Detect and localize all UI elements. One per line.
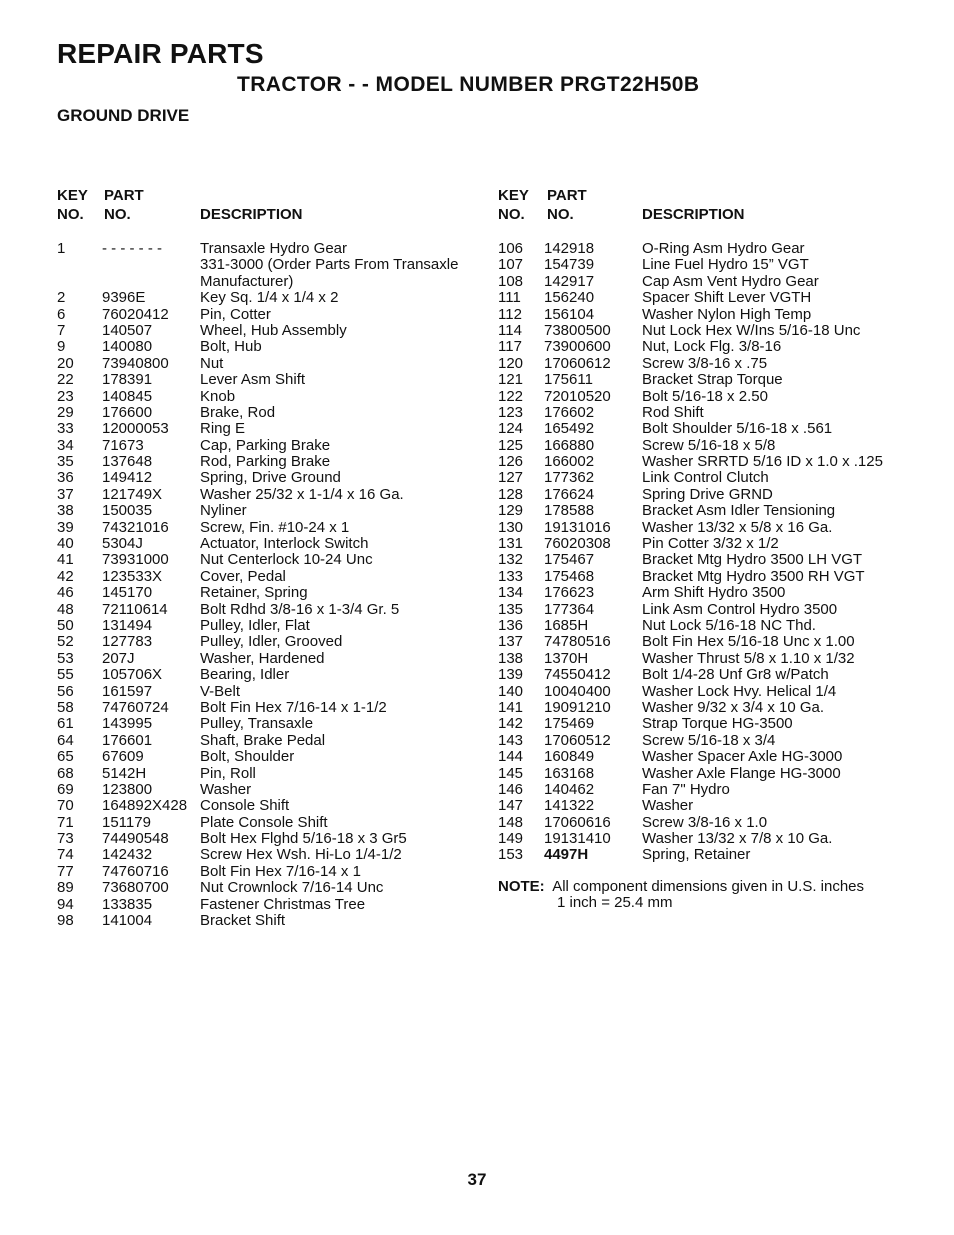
key-number: 136 <box>498 616 524 634</box>
key-number: 29 <box>57 403 74 421</box>
part-number: 149412 <box>102 469 153 487</box>
part-number: 145170 <box>102 584 153 602</box>
part-number: 73800500 <box>544 321 611 339</box>
part-number: 133835 <box>102 895 153 913</box>
part-number: 131494 <box>102 616 153 634</box>
key-number: 120 <box>498 354 524 372</box>
part-description: Cover, Pedal <box>200 567 286 585</box>
part-number: 19131016 <box>544 518 611 536</box>
part-description: Spring, Drive Ground <box>200 469 341 487</box>
part-number: 176601 <box>102 731 153 749</box>
part-number: 176600 <box>102 403 153 421</box>
part-number: 74490548 <box>102 830 169 848</box>
part-number: 19091210 <box>544 698 611 716</box>
part-description: Nut, Lock Flg. 3/8-16 <box>642 338 782 356</box>
key-number: 148 <box>498 813 524 831</box>
model-subtitle: TRACTOR - - MODEL NUMBER PRGT22H50B <box>237 73 700 96</box>
key-number: 145 <box>498 764 524 782</box>
key-number: 137 <box>498 633 524 651</box>
part-number: 142918 <box>544 240 595 257</box>
part-number: 140462 <box>544 780 595 798</box>
key-number: 127 <box>498 469 524 487</box>
part-description: Transaxle Hydro Gear <box>200 240 347 257</box>
note-conversion: 1 inch = 25.4 mm <box>557 894 673 912</box>
part-description: Washer Axle Flange HG-3000 <box>642 764 841 782</box>
key-number: 23 <box>57 387 74 405</box>
part-description: Bolt Fin Hex 5/16-18 Unc x 1.00 <box>642 633 855 651</box>
part-description: Washer SRRTD 5/16 ID x 1.0 x .125 <box>642 453 883 471</box>
part-number: 71673 <box>102 436 144 454</box>
key-number: 35 <box>57 453 74 471</box>
key-number: 50 <box>57 616 74 634</box>
part-description: Screw Hex Wsh. Hi-Lo 1/4-1/2 <box>200 846 402 864</box>
part-number: 19131410 <box>544 830 611 848</box>
part-description: Bolt, Shoulder <box>200 748 295 766</box>
part-description: Arm Shift Hydro 3500 <box>642 584 786 602</box>
key-number: 126 <box>498 453 524 471</box>
key-number: 40 <box>57 535 74 553</box>
part-number: 121749X <box>102 485 163 503</box>
part-number: 72010520 <box>544 387 611 405</box>
part-description: Cap Asm Vent Hydro Gear <box>642 272 819 290</box>
part-header-top: PART <box>104 187 144 204</box>
part-description: Washer 9/32 x 3/4 x 10 Ga. <box>642 698 825 716</box>
key-number: 139 <box>498 666 524 684</box>
part-description: Washer Thrust 5/8 x 1.10 x 1/32 <box>642 649 855 667</box>
part-description: Actuator, Interlock Switch <box>200 535 369 553</box>
part-description: Retainer, Spring <box>200 584 308 602</box>
key-number: 140 <box>498 682 524 700</box>
part-number: 176602 <box>544 403 595 421</box>
key-number: 94 <box>57 895 74 913</box>
part-number: 160849 <box>544 748 595 766</box>
part-number: 176623 <box>544 584 595 602</box>
part-description: Screw 5/16-18 x 5/8 <box>642 436 776 454</box>
key-number: 73 <box>57 830 74 848</box>
part-number: 176624 <box>544 485 595 503</box>
key-number: 111 <box>498 289 521 307</box>
key-number: 38 <box>57 502 74 520</box>
part-number: 5304J <box>102 535 143 553</box>
key-number: 117 <box>498 338 522 356</box>
key-number: 121 <box>498 371 524 389</box>
part-description: Plate Console Shift <box>200 813 328 831</box>
key-number: 41 <box>57 551 74 569</box>
part-description: Pin Cotter 3/32 x 1/2 <box>642 535 779 553</box>
part-description: Washer Nylon High Temp <box>642 305 812 323</box>
key-number: 69 <box>57 780 74 798</box>
key-number: 34 <box>57 436 74 454</box>
key-number: 122 <box>498 387 524 405</box>
part-description: Washer 25/32 x 1-1/4 x 16 Ga. <box>200 485 404 503</box>
key-number: 153 <box>498 846 524 864</box>
part-description: Screw, Fin. #10-24 x 1 <box>200 518 350 536</box>
part-description: Bracket Shift <box>200 912 286 930</box>
part-description: Nut Lock Hex W/Ins 5/16-18 Unc <box>642 321 861 339</box>
part-description: Bracket Strap Torque <box>642 371 783 389</box>
part-number: 127783 <box>102 633 153 651</box>
page-number: 37 <box>467 1170 487 1189</box>
part-number: 154739 <box>544 256 595 274</box>
part-description: Bearing, Idler <box>200 666 290 684</box>
part-number: 74760724 <box>102 698 169 716</box>
part-number: 105706X <box>102 666 163 684</box>
note-label: NOTE: <box>498 878 545 895</box>
part-description: Nut Centerlock 10-24 Unc <box>200 551 373 569</box>
key-number: 147 <box>498 797 524 815</box>
part-description: Bolt Hex Flghd 5/16-18 x 3 Gr5 <box>200 830 407 848</box>
part-number: 74760716 <box>102 862 169 880</box>
part-description: Brake, Rod <box>200 403 276 421</box>
part-description: Washer Lock Hvy. Helical 1/4 <box>642 682 837 700</box>
part-description: Strap Torque HG-3500 <box>642 715 793 733</box>
part-description: Washer <box>200 780 252 798</box>
key-number: 125 <box>498 436 524 454</box>
key-number: 61 <box>57 715 74 733</box>
part-description: Nut <box>200 354 224 372</box>
key-number: 135 <box>498 600 524 618</box>
part-number: 142917 <box>544 272 595 290</box>
part-description: Pulley, Transaxle <box>200 715 314 733</box>
key-number: 112 <box>498 305 522 323</box>
key-number: 56 <box>57 682 74 700</box>
part-description: Nut Lock 5/16-18 NC Thd. <box>642 616 816 634</box>
note-text: All component dimensions given in U.S. inches <box>552 878 865 895</box>
part-description: Spring Drive GRND <box>642 485 773 503</box>
key-number: 149 <box>498 830 524 848</box>
part-number: 76020412 <box>102 305 169 323</box>
part-number: 17060512 <box>544 731 611 749</box>
description-header: DESCRIPTION <box>642 206 745 223</box>
part-number: 17060616 <box>544 813 611 831</box>
key-number: 141 <box>498 698 524 716</box>
key-number: 7 <box>57 321 66 339</box>
part-description: Pulley, Idler, Flat <box>200 616 310 634</box>
key-number: 134 <box>498 584 524 602</box>
part-number: 156104 <box>544 305 595 323</box>
part-description: Shaft, Brake Pedal <box>200 731 326 749</box>
part-description: Link Asm Control Hydro 3500 <box>642 600 838 618</box>
part-number: 141004 <box>102 912 153 930</box>
part-number: 163168 <box>544 764 595 782</box>
description-header: DESCRIPTION <box>200 206 303 223</box>
part-description: Fan 7" Hydro <box>642 780 730 798</box>
key-number: 1 <box>57 240 66 257</box>
part-description: O-Ring Asm Hydro Gear <box>642 240 805 257</box>
part-description: Rod, Parking Brake <box>200 453 331 471</box>
part-number: 4497H <box>544 846 589 864</box>
key-number: 138 <box>498 649 524 667</box>
part-number: 141322 <box>544 797 595 815</box>
key-number: 33 <box>57 420 74 438</box>
part-number: 164892X428 <box>102 797 188 815</box>
part-number: 73931000 <box>102 551 169 569</box>
part-description: Lever Asm Shift <box>200 371 306 389</box>
part-number: 17060612 <box>544 354 611 372</box>
part-number: 175469 <box>544 715 595 733</box>
part-description: Spring, Retainer <box>642 846 751 864</box>
part-number: 150035 <box>102 502 153 520</box>
part-number: - - - - - - - <box>102 240 162 257</box>
part-description: Cap, Parking Brake <box>200 436 331 454</box>
part-description: Bolt 1/4-28 Unf Gr8 w/Patch <box>642 666 829 684</box>
key-header-bottom: NO. <box>498 206 525 223</box>
key-number: 107 <box>498 256 524 274</box>
part-number: 161597 <box>102 682 153 700</box>
key-number: 133 <box>498 567 524 585</box>
part-number: 177364 <box>544 600 595 618</box>
key-number: 130 <box>498 518 524 536</box>
part-number: 178588 <box>544 502 595 520</box>
key-number: 9 <box>57 338 66 356</box>
part-description: Bolt, Hub <box>200 338 262 356</box>
section-title: GROUND DRIVE <box>57 106 190 125</box>
part-number: 1685H <box>544 616 589 634</box>
part-number: 74550412 <box>544 666 611 684</box>
part-number: 166880 <box>544 436 595 454</box>
part-number: 10040400 <box>544 682 611 700</box>
key-number: 132 <box>498 551 524 569</box>
part-number: 143995 <box>102 715 153 733</box>
part-number: 137648 <box>102 453 153 471</box>
part-description: Bolt Fin Hex 7/16-14 x 1-1/2 <box>200 698 387 716</box>
part-number: 5142H <box>102 764 147 782</box>
part-number: 73680700 <box>102 879 169 897</box>
key-number: 129 <box>498 502 524 520</box>
key-number: 52 <box>57 633 74 651</box>
key-number: 6 <box>57 305 66 323</box>
key-number: 48 <box>57 600 74 618</box>
part-header-top: PART <box>547 187 587 204</box>
part-number: 175611 <box>544 371 593 389</box>
key-number: 20 <box>57 354 74 372</box>
key-number: 144 <box>498 748 524 766</box>
part-number: 123800 <box>102 780 153 798</box>
part-number: 166002 <box>544 453 595 471</box>
key-number: 68 <box>57 764 74 782</box>
part-number: 140507 <box>102 321 153 339</box>
key-header-bottom: NO. <box>57 206 84 223</box>
part-number: 156240 <box>544 289 595 307</box>
part-description: Pin, Roll <box>200 764 256 782</box>
key-number: 98 <box>57 912 74 930</box>
part-description: Key Sq. 1/4 x 1/4 x 2 <box>200 289 339 307</box>
part-description: Bolt Fin Hex 7/16-14 x 1 <box>200 862 361 880</box>
part-header-bottom: NO. <box>104 206 131 223</box>
part-number: 175468 <box>544 567 595 585</box>
part-description: Washer Spacer Axle HG-3000 <box>642 748 843 766</box>
key-number: 64 <box>57 731 74 749</box>
key-number: 65 <box>57 748 74 766</box>
part-description: Wheel, Hub Assembly <box>200 321 347 339</box>
part-description: Screw 5/16-18 x 3/4 <box>642 731 776 749</box>
part-description: Fastener Christmas Tree <box>200 895 366 913</box>
part-description: Screw 3/8-16 x .75 <box>642 354 768 372</box>
part-number: 151179 <box>102 813 151 831</box>
key-number: 37 <box>57 485 74 503</box>
key-number: 143 <box>498 731 524 749</box>
part-description: Manufacturer) <box>200 272 294 290</box>
part-number: 67609 <box>102 748 144 766</box>
key-number: 53 <box>57 649 74 667</box>
key-number: 106 <box>498 240 524 257</box>
key-number: 89 <box>57 879 74 897</box>
key-number: 22 <box>57 371 74 389</box>
part-number: 12000053 <box>102 420 169 438</box>
key-number: 70 <box>57 797 74 815</box>
part-description: Nyliner <box>200 502 247 520</box>
key-number: 39 <box>57 518 74 536</box>
part-number: 177362 <box>544 469 595 487</box>
part-description: Nut Crownlock 7/16-14 Unc <box>200 879 384 897</box>
part-description: Bracket Mtg Hydro 3500 RH VGT <box>642 567 865 585</box>
key-number: 124 <box>498 420 524 438</box>
part-description: 331-3000 (Order Parts From Transaxle <box>200 256 459 274</box>
part-description: Spacer Shift Lever VGTH <box>642 289 812 307</box>
part-description: Ring E <box>200 420 246 438</box>
key-number: 55 <box>57 666 74 684</box>
key-number: 2 <box>57 289 66 307</box>
part-description: Pulley, Idler, Grooved <box>200 633 343 651</box>
part-description: Washer 13/32 x 5/8 x 16 Ga. <box>642 518 833 536</box>
part-number: 72110614 <box>102 600 168 618</box>
part-number: 123533X <box>102 567 163 585</box>
part-description: Console Shift <box>200 797 290 815</box>
key-number: 128 <box>498 485 524 503</box>
key-number: 42 <box>57 567 74 585</box>
part-description: Link Control Clutch <box>642 469 769 487</box>
part-description: Washer 13/32 x 7/8 x 10 Ga. <box>642 830 833 848</box>
key-number: 108 <box>498 272 524 290</box>
part-description: Knob <box>200 387 236 405</box>
part-number: 73900600 <box>544 338 611 356</box>
key-number: 146 <box>498 780 524 798</box>
page-title: REPAIR PARTS <box>57 38 264 69</box>
part-description: Washer, Hardened <box>200 649 325 667</box>
part-description: Pin, Cotter <box>200 305 271 323</box>
part-description: Bracket Asm Idler Tensioning <box>642 502 836 520</box>
part-number: 74321016 <box>102 518 169 536</box>
part-description: Bolt Rdhd 3/8-16 x 1-3/4 Gr. 5 <box>200 600 400 618</box>
part-description: Screw 3/8-16 x 1.0 <box>642 813 768 831</box>
part-description: Line Fuel Hydro 15” VGT <box>642 256 809 274</box>
key-number: 58 <box>57 698 74 716</box>
key-header-top: KEY <box>498 187 529 204</box>
part-header-bottom: NO. <box>547 206 574 223</box>
part-description: Bracket Mtg Hydro 3500 LH VGT <box>642 551 863 569</box>
key-header-top: KEY <box>57 187 88 204</box>
part-description: Bolt 5/16-18 x 2.50 <box>642 387 768 405</box>
key-number: 131 <box>498 535 524 553</box>
part-description: Rod Shift <box>642 403 704 421</box>
part-number: 207J <box>102 649 135 667</box>
part-number: 178391 <box>102 371 153 389</box>
key-number: 71 <box>57 813 74 831</box>
part-number: 73940800 <box>102 354 169 372</box>
part-number: 142432 <box>102 846 153 864</box>
key-number: 142 <box>498 715 524 733</box>
part-number: 140845 <box>102 387 153 405</box>
key-number: 36 <box>57 469 74 487</box>
dimension-note <box>498 879 864 912</box>
part-number: 165492 <box>544 420 595 438</box>
part-number: 9396E <box>102 289 146 307</box>
key-number: 46 <box>57 584 74 602</box>
part-number: 76020308 <box>544 535 611 553</box>
part-number: 140080 <box>102 338 153 356</box>
part-description: V-Belt <box>200 682 241 700</box>
key-number: 114 <box>498 321 522 339</box>
key-number: 74 <box>57 846 74 864</box>
part-number: 1370H <box>544 649 589 667</box>
part-number: 175467 <box>544 551 595 569</box>
key-number: 123 <box>498 403 524 421</box>
part-description: Bolt Shoulder 5/16-18 x .561 <box>642 420 833 438</box>
part-number: 74780516 <box>544 633 611 651</box>
key-number: 77 <box>57 862 74 880</box>
part-description: Washer <box>642 797 694 815</box>
